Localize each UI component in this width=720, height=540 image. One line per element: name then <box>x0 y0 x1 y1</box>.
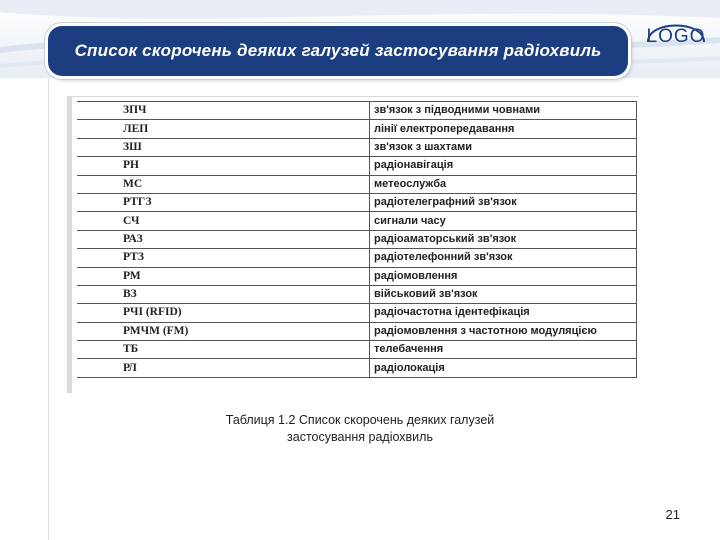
meaning-cell: радіоаматорський зв'язок <box>370 230 637 248</box>
slide-title: Список скорочень деяких галузей застосування радіохвиль <box>74 41 602 60</box>
meaning-cell: лінії електропередавання <box>370 120 637 138</box>
table-row <box>77 322 637 340</box>
abbreviation-cell: СЧ <box>77 212 370 230</box>
abbreviation-cell: РТГЗ <box>77 193 370 211</box>
table-row <box>77 120 637 138</box>
abbreviation-cell: ТБ <box>77 341 370 359</box>
meaning-cell: військовий зв'язок <box>370 285 637 303</box>
abbreviation-cell: ЗШ <box>77 138 370 156</box>
abbreviation-cell: ЛЕП <box>77 120 370 138</box>
page-number: 21 <box>665 507 680 522</box>
table-row <box>77 175 637 193</box>
meaning-cell: зв'язок з шахтами <box>370 138 637 156</box>
table-row <box>77 249 637 267</box>
meaning-cell: телебачення <box>370 341 637 359</box>
meaning-cell: радіомовлення <box>370 267 637 285</box>
meaning-cell: радіолокація <box>370 359 637 377</box>
abbreviation-cell: ЗПЧ <box>77 102 370 120</box>
meaning-cell: радіотелеграфний зв'язок <box>370 193 637 211</box>
abbreviation-table <box>77 101 637 378</box>
scanned-table-image <box>67 96 639 393</box>
table-row <box>77 230 637 248</box>
abbreviation-cell: ВЗ <box>77 285 370 303</box>
caption-line-2: застосування радіохвиль <box>287 430 433 444</box>
abbreviation-cell: РМ <box>77 267 370 285</box>
abbreviation-cell: МС <box>77 175 370 193</box>
abbreviation-cell: РМЧМ (FM) <box>77 322 370 340</box>
meaning-cell: радіочастотна ідентефікація <box>370 304 637 322</box>
logo <box>640 12 712 52</box>
meaning-cell: радіонавігація <box>370 157 637 175</box>
abbreviation-cell: РЛ <box>77 359 370 377</box>
slide-title-banner <box>48 26 628 76</box>
table-row <box>77 304 637 322</box>
table-row <box>77 341 637 359</box>
table-row <box>77 267 637 285</box>
meaning-cell: метеослужба <box>370 175 637 193</box>
table-row <box>77 193 637 211</box>
abbreviation-cell: РТЗ <box>77 249 370 267</box>
table-row <box>77 359 637 377</box>
table-row <box>77 212 637 230</box>
meaning-cell: радіотелефонний зв'язок <box>370 249 637 267</box>
caption-line-1: Таблиця 1.2 Список скорочень деяких галузей <box>225 413 495 427</box>
abbreviation-cell: РН <box>77 157 370 175</box>
table-row <box>77 102 637 120</box>
left-divider <box>48 78 49 540</box>
meaning-cell: зв'язок з підводними човнами <box>370 102 637 120</box>
abbreviation-cell: РАЗ <box>77 230 370 248</box>
logo-text: LOGO <box>646 26 706 47</box>
table-row <box>77 138 637 156</box>
table-row <box>77 157 637 175</box>
table-caption <box>160 412 560 446</box>
abbreviation-cell: РЧІ (RFID) <box>77 304 370 322</box>
table-row <box>77 285 637 303</box>
meaning-cell: сигнали часу <box>370 212 637 230</box>
meaning-cell: радіомовлення з частотною модуляцією <box>370 322 637 340</box>
